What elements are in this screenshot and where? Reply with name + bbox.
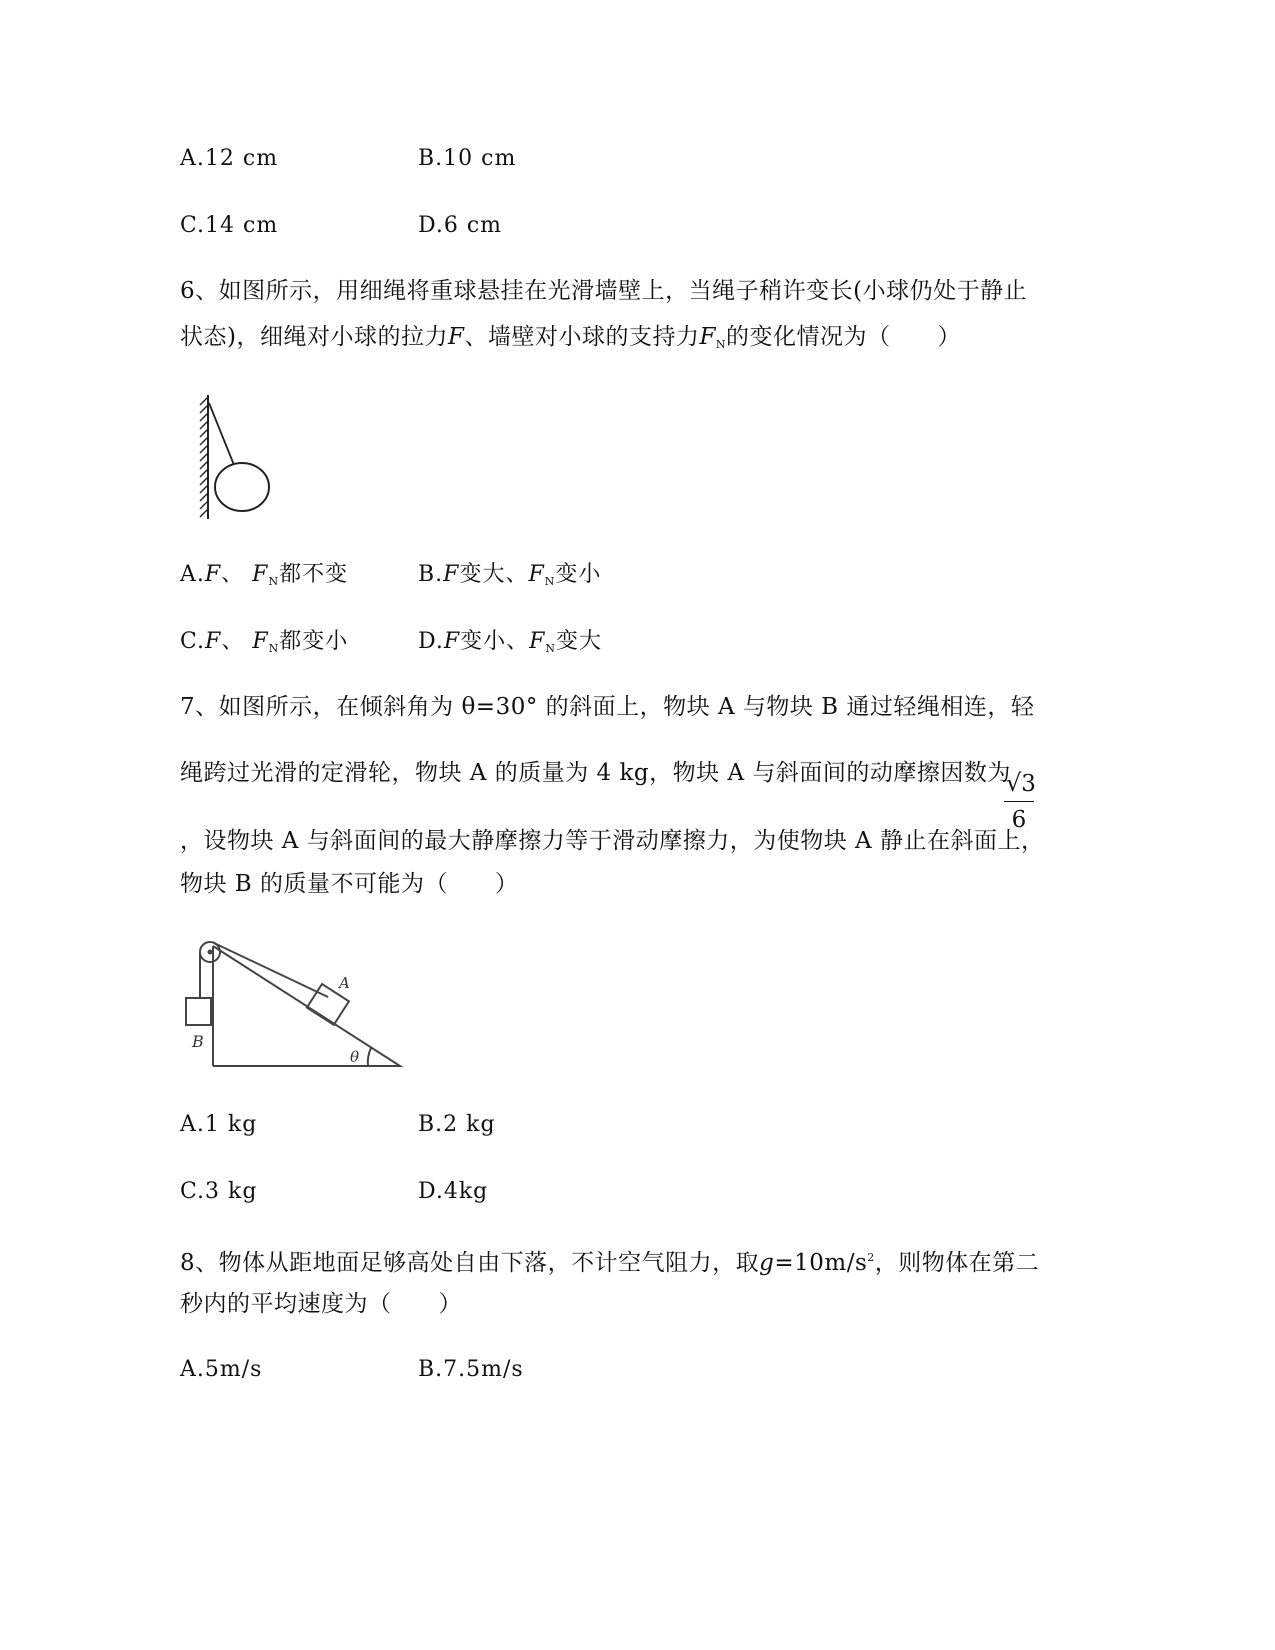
q7-line-2: 绳跨过光滑的定滑轮，物块 A 的质量为 4 kg，物块 A 与斜面间的动摩擦因数为 <box>180 760 1011 786</box>
label-a: A <box>339 974 350 992</box>
rope <box>209 403 234 465</box>
q5-option-b: B.10 cm <box>418 146 517 171</box>
label-b: B <box>192 1032 204 1051</box>
wall-hatching <box>200 395 208 519</box>
q7-option-a: A.1 kg <box>180 1112 258 1137</box>
q7-line-3: ，设物块 A 与斜面间的最大静摩擦力等于滑动摩擦力，为使物块 A 静止在斜面上， <box>180 828 1045 854</box>
block-b <box>186 998 211 1025</box>
q8-line-2: 秒内的平均速度为（ ） <box>180 1291 462 1317</box>
angle-arc <box>368 1048 371 1066</box>
q6-option-d: D.F变小、$F_N$变大 <box>418 629 603 655</box>
ball <box>215 463 269 511</box>
fraction-numerator: √3 <box>1004 768 1034 802</box>
q8-option-b: B.7.5m/s <box>418 1357 524 1382</box>
q6-hanging-ball-diagram <box>196 393 286 523</box>
q8-option-a: A.5m/s <box>180 1357 263 1382</box>
q7-line-4: 物块 B 的质量不可能为（ ） <box>180 871 519 897</box>
rope-to-a <box>214 943 328 997</box>
q7-line-1: 7、如图所示，在倾斜角为 θ=30° 的斜面上，物块 A 与物块 B 通过轻绳相连，轻 <box>180 694 1035 720</box>
q6-option-b: B.F变大、$F_N$变小 <box>418 562 602 588</box>
q8-line-1: 8、物体从距地面足够高处自由下落，不计空气阻力，取$g=10m/s^2$，则物体在第二 <box>180 1250 1040 1276</box>
q6-option-a: A.F、 $F_N$都不变 <box>180 562 349 588</box>
sqrt-sign-icon: √ <box>1006 769 1022 797</box>
q6-line-2: 状态)，细绳对小球的拉力F、墙壁对小球的支持力$F_N$的变化情况为（ ） <box>180 324 962 351</box>
label-theta: θ <box>350 1048 360 1066</box>
incline <box>213 946 400 1066</box>
q5-option-a: A.12 cm <box>180 146 279 171</box>
q7-option-c: C.3 kg <box>180 1179 258 1204</box>
q7-incline-pulley-diagram <box>180 932 410 1074</box>
q5-option-d: D.6 cm <box>418 213 503 238</box>
q6-line-1: 6、如图所示，用细绳将重球悬挂在光滑墙壁上，当绳子稍许变长(小球仍处于静止 <box>180 278 1028 304</box>
q7-option-b: B.2 kg <box>418 1112 496 1137</box>
fraction-denominator: 6 <box>1011 807 1027 833</box>
q6-option-c: C.F、 $F_N$都变小 <box>180 629 349 655</box>
q7-option-d: D.4kg <box>418 1179 489 1204</box>
q5-option-c: C.14 cm <box>180 213 279 238</box>
